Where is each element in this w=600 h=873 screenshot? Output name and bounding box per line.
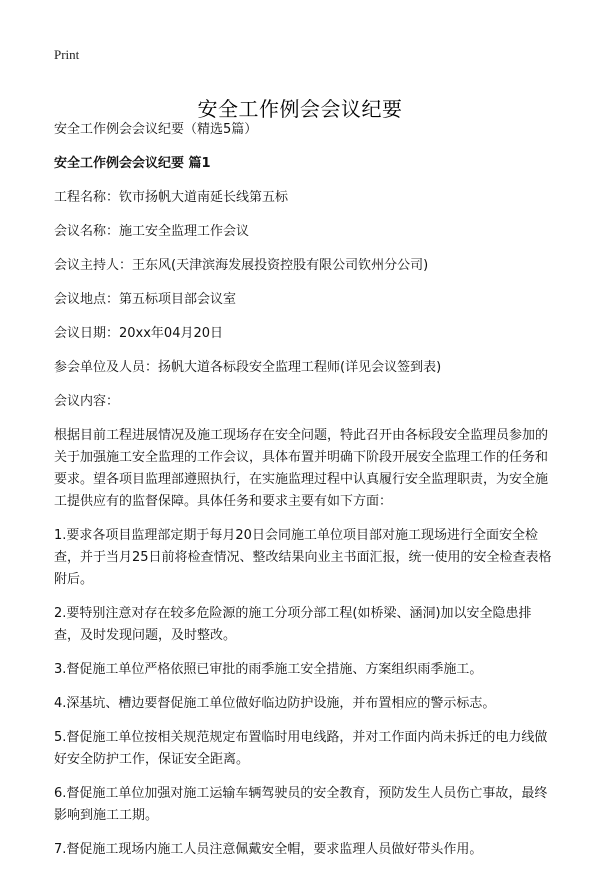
- list-item: 3.督促施工单位严格依照已审批的雨季施工安全措施、方案组织雨季施工。: [54, 662, 483, 677]
- meeting-host: 会议主持人：王东风(天津滨海发展投资控股有限公司钦州分公司): [54, 258, 429, 273]
- project-name: 工程名称：钦市扬帆大道南延长线第五标: [54, 190, 289, 205]
- document-body: [54, 119, 552, 873]
- doc-subtitle: 安全工作例会会议纪要（精选5篇）: [54, 122, 258, 137]
- meeting-date: 会议日期：20xx年04月20日: [54, 326, 224, 341]
- meeting-name: 会议名称：施工安全监理工作会议: [54, 224, 250, 239]
- list-item: 5.督促施工单位按相关规范规定布置临时用电线路，并对工作面内尚未拆迁的电力线做好安全防护工作，保证安全距离。: [54, 730, 548, 767]
- list-item: 6.督促施工单位加强对施工运输车辆驾驶员的安全教育，预防发生人员伤亡事故，最终影响到施工工期。: [54, 786, 548, 823]
- list-item: 7.督促施工现场内施工人员注意佩戴安全帽，要求监理人员做好带头作用。: [54, 842, 483, 857]
- list-item: 1.要求各项目监理部定期于每月20日会同施工单位项目部对施工现场进行全面安全检查，并于当月25日前将检查情况、整改结果向业主书面汇报，统一使用的安全检查表格附后。: [54, 528, 552, 587]
- attendees: 参会单位及人员：扬帆大道各标段安全监理工程师(详见会议签到表): [54, 360, 442, 375]
- section-heading: 安全工作例会会议纪要 篇1: [54, 156, 211, 171]
- page-title: 安全工作例会会议纪要: [197, 97, 403, 122]
- list-item: 2.要特别注意对存在较多危险源的施工分项分部工程(如桥梁、涵洞)加以安全隐患排查，及时发现问题，及时整改。: [54, 606, 532, 643]
- intro-paragraph: 根据目前工程进展情况及施工现场存在安全问题，特此召开由各标段安全监理员参加的关于加强施工安全监理的工作会议，具体布置并明确下阶段开展安全监理工作的任务和要求。望各项目监理部遵照执行，在实施监理过程中认真履行安全监理职责，为安全施工提供应有的监督保障。具体任务和要求主要有如下方面：: [54, 428, 549, 509]
- list-item: 4.深基坑、槽边要督促施工单位做好临边防护设施，并布置相应的警示标志。: [54, 696, 496, 711]
- print-link[interactable]: Print: [54, 47, 80, 62]
- meeting-location: 会议地点：第五标项目部会议室: [54, 292, 237, 307]
- content-label: 会议内容：: [54, 394, 120, 409]
